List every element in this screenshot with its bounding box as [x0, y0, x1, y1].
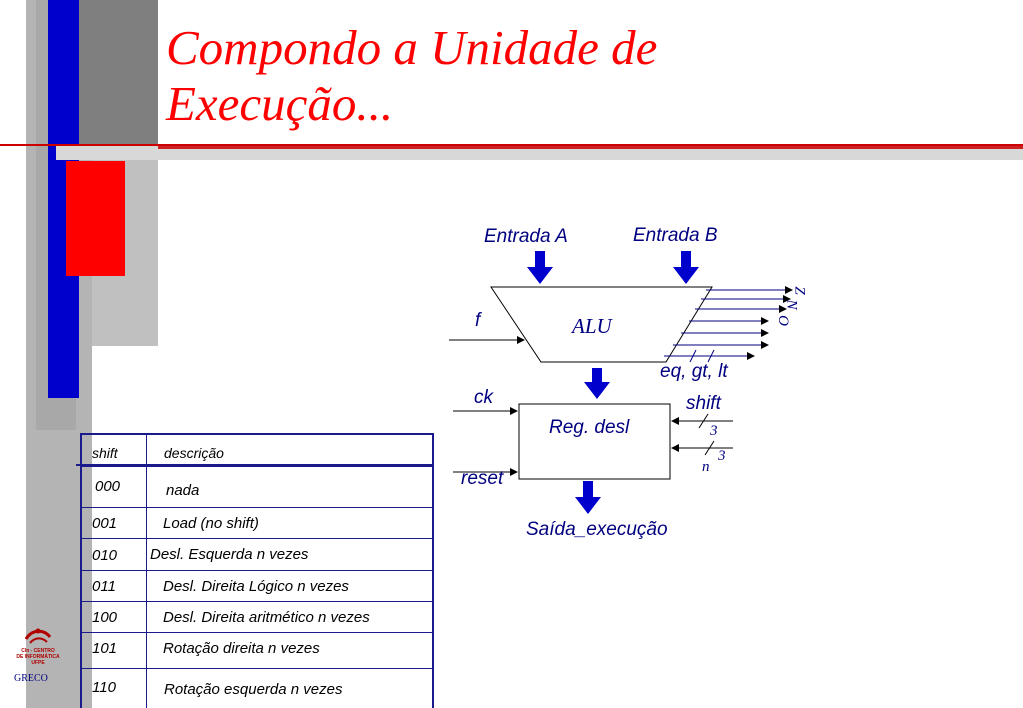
alu-label: ALU	[572, 314, 612, 338]
alu-to-reg-arrow	[584, 368, 610, 399]
row-desc: Desl. Esquerda n vezes	[150, 546, 309, 563]
slide-title-line2: Execução...	[166, 76, 394, 131]
row-code: 110	[92, 679, 116, 696]
table-header-underline	[76, 464, 432, 466]
row-code: 010	[92, 547, 118, 564]
reset-label: reset	[461, 468, 504, 489]
row-desc: nada	[166, 482, 200, 499]
table-row	[82, 465, 432, 507]
reg-desl-label: Reg. desl	[549, 417, 630, 438]
logo-line2: DE INFORMÁTICA	[16, 654, 60, 660]
table-row	[82, 632, 432, 668]
flag-n-label: N	[783, 299, 800, 310]
table-column-divider	[146, 433, 147, 708]
row-code: 100	[92, 609, 118, 626]
table-row	[82, 538, 432, 570]
flag-o-label: O	[774, 315, 791, 326]
header-shift: shift	[92, 445, 118, 461]
table-row	[82, 507, 432, 538]
saida-label: Saída_execução	[526, 519, 668, 540]
n-bits-label: 3	[718, 448, 726, 464]
row-desc: Load (no shift)	[163, 515, 259, 532]
entrada-b-arrow	[673, 251, 699, 284]
row-code: 001	[92, 515, 118, 532]
row-code: 011	[92, 578, 116, 595]
shift-code-table	[80, 433, 434, 708]
header-descricao: descrição	[164, 445, 224, 461]
entrada-a-label: Entrada A	[484, 226, 568, 247]
cin-ufpe-logo-icon	[20, 625, 56, 647]
reg-desl-block	[519, 404, 670, 479]
row-code: 000	[95, 478, 121, 495]
shift-label: shift	[686, 393, 721, 414]
entrada-a-arrow	[527, 251, 553, 284]
shift-bits-label: 3	[710, 423, 718, 439]
logo-line1: CIn - CENTRO	[21, 648, 55, 654]
entrada-b-label: Entrada B	[633, 225, 718, 246]
ck-label: ck	[474, 387, 493, 408]
table-row	[82, 570, 432, 601]
table-row	[82, 601, 432, 632]
saida-arrow	[575, 481, 601, 514]
row-desc: Desl. Direita aritmético n vezes	[163, 609, 370, 626]
row-desc: Rotação esquerda n vezes	[164, 681, 343, 698]
table-header-row	[82, 433, 432, 465]
flag-z-label: Z	[791, 286, 808, 295]
compare-label: eq, gt, lt	[660, 361, 728, 382]
f-label: f	[475, 310, 481, 331]
row-desc: Desl. Direita Lógico n vezes	[163, 578, 349, 595]
greco-label: GRECO	[14, 673, 48, 684]
n-label: n	[702, 459, 710, 475]
table-row	[82, 668, 432, 708]
row-code: 101	[92, 640, 118, 657]
slide-title-line1: Compondo a Unidade de	[166, 20, 658, 75]
row-desc: Rotação direita n vezes	[163, 640, 320, 657]
logo-line3: UFPE	[31, 660, 45, 666]
